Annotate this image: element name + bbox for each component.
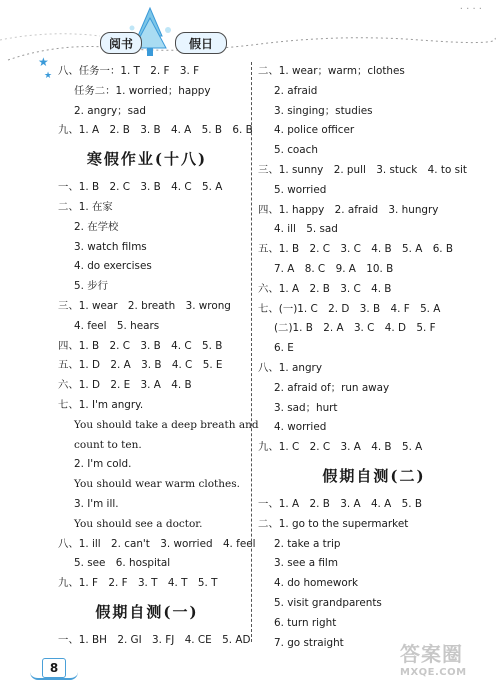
answer-line: 三、1. wear 2. breath 3. wrong	[58, 299, 231, 312]
answer-line: 7. go straight	[274, 636, 344, 649]
answer-line: 2. I'm cold.	[74, 458, 132, 471]
answer-line: 2. angry；sad	[74, 104, 146, 117]
answer-line: 二、1. wear；warm；clothes	[258, 65, 405, 77]
answer-line: 六、1. A 2. B 3. C 4. B	[258, 282, 392, 295]
header-dots: · · · ·	[459, 4, 482, 15]
answer-line: 4. police officer	[274, 124, 355, 137]
answer-line: 5. coach	[274, 144, 318, 157]
answer-line: 4. feel 5. hears	[74, 319, 160, 332]
answer-line: 一、1. A 2. B 3. A 4. A 5. B	[258, 497, 423, 510]
answer-line: 3. singing；studies	[274, 104, 373, 117]
answer-line: You should take a deep breath and	[74, 418, 259, 431]
answer-line: 五、1. B 2. C 3. C 4. B 5. A 6. B	[258, 243, 454, 256]
answer-line: 2. 在学校	[74, 220, 119, 233]
answer-line: 四、1. B 2. C 3. B 4. C 5. B	[58, 339, 223, 352]
answer-line: 七、(一)1. C 2. D 3. B 4. F 5. A	[258, 302, 441, 315]
answer-line: 一、1. BH 2. GI 3. FJ 4. CE 5. AD	[58, 633, 251, 646]
header-banner-right: 假日	[175, 32, 227, 54]
answer-line: 3. I'm ill.	[74, 497, 119, 510]
header-banner-left: 阅书	[100, 32, 142, 54]
section-title-homework-18: 寒假作业(十八)	[86, 150, 208, 169]
right-answer-list-bottom	[258, 495, 490, 653]
answer-line: 4. worried	[274, 421, 327, 434]
answer-line: 2. afraid	[274, 84, 318, 97]
answer-line: 3. see a film	[274, 557, 338, 570]
answer-line: 6. turn right	[274, 616, 337, 629]
answer-line: 九、1. C 2. C 3. A 4. B 5. A	[258, 441, 423, 454]
answer-line: 三、1. sunny 2. pull 3. stuck 4. to sit	[258, 163, 468, 176]
answer-line: 九、1. A 2. B 3. B 4. A 5. B 6. B	[58, 124, 253, 137]
answer-line: 八、1. angry	[258, 361, 322, 374]
answer-line: 八、任务一：1. T 2. F 3. F	[58, 65, 200, 77]
answer-line: 5. see 6. hospital	[74, 557, 171, 570]
watermark-url: MXQE.COM	[400, 667, 467, 678]
answer-line: 5. visit grandparents	[274, 596, 382, 609]
answer-line: 7. A 8. C 9. A 10. B	[274, 262, 394, 275]
column-divider	[251, 62, 252, 642]
answer-line: 4. do homework	[274, 577, 359, 590]
answer-line: You should wear warm clothes.	[74, 478, 240, 491]
answer-line: You should see a doctor.	[74, 517, 203, 530]
section-title-holiday-test-2: 假期自测(二)	[322, 466, 426, 485]
star-icon: ★	[38, 55, 49, 69]
watermark-text: 答案圈	[400, 642, 463, 666]
answer-line: 6. E	[274, 342, 294, 355]
answer-line: 3. sad；hurt	[274, 401, 338, 414]
answer-line: 八、1. ill 2. can't 3. worried 4. feel	[58, 537, 256, 550]
section-title-holiday-test-1: 假期自测(一)	[95, 602, 199, 621]
answer-line: 3. watch films	[74, 240, 147, 253]
right-answer-list-top	[258, 62, 490, 458]
answer-line: 二、1. go to the supermarket	[258, 517, 409, 530]
answer-line: 任务二：1. worried；happy	[74, 84, 211, 97]
answer-line: (二)1. B 2. A 3. C 4. D 5. F	[274, 322, 436, 335]
left-answer-list	[58, 178, 259, 594]
answer-line: 5. 步行	[74, 280, 108, 293]
star-icon: ★	[44, 71, 53, 81]
answer-line: 5. worried	[274, 183, 327, 196]
answer-line: 六、1. D 2. E 3. A 4. B	[58, 379, 192, 392]
answer-line: 四、1. happy 2. afraid 3. hungry	[258, 203, 439, 216]
right-column	[258, 62, 490, 653]
answer-line: 一、1. B 2. C 3. B 4. C 5. A	[58, 181, 223, 194]
answer-line: 4. ill 5. sad	[274, 223, 338, 236]
answer-line: 4. do exercises	[74, 260, 152, 273]
answer-line: 2. take a trip	[274, 537, 341, 550]
watermark-logo	[400, 638, 492, 680]
answer-line: 五、1. D 2. A 3. B 4. C 5. E	[58, 359, 223, 372]
left-column	[58, 62, 259, 651]
answer-line: 七、1. I'm angry.	[58, 398, 144, 411]
page-number: 8	[42, 658, 66, 678]
answer-line: 2. afraid of；run away	[274, 381, 390, 394]
page-header	[0, 0, 500, 62]
answer-line: 二、1. 在家	[58, 200, 113, 213]
header-decoration	[0, 0, 500, 62]
answer-line: 九、1. F 2. F 3. T 4. T 5. T	[58, 577, 218, 590]
answer-line: count to ten.	[74, 438, 142, 451]
